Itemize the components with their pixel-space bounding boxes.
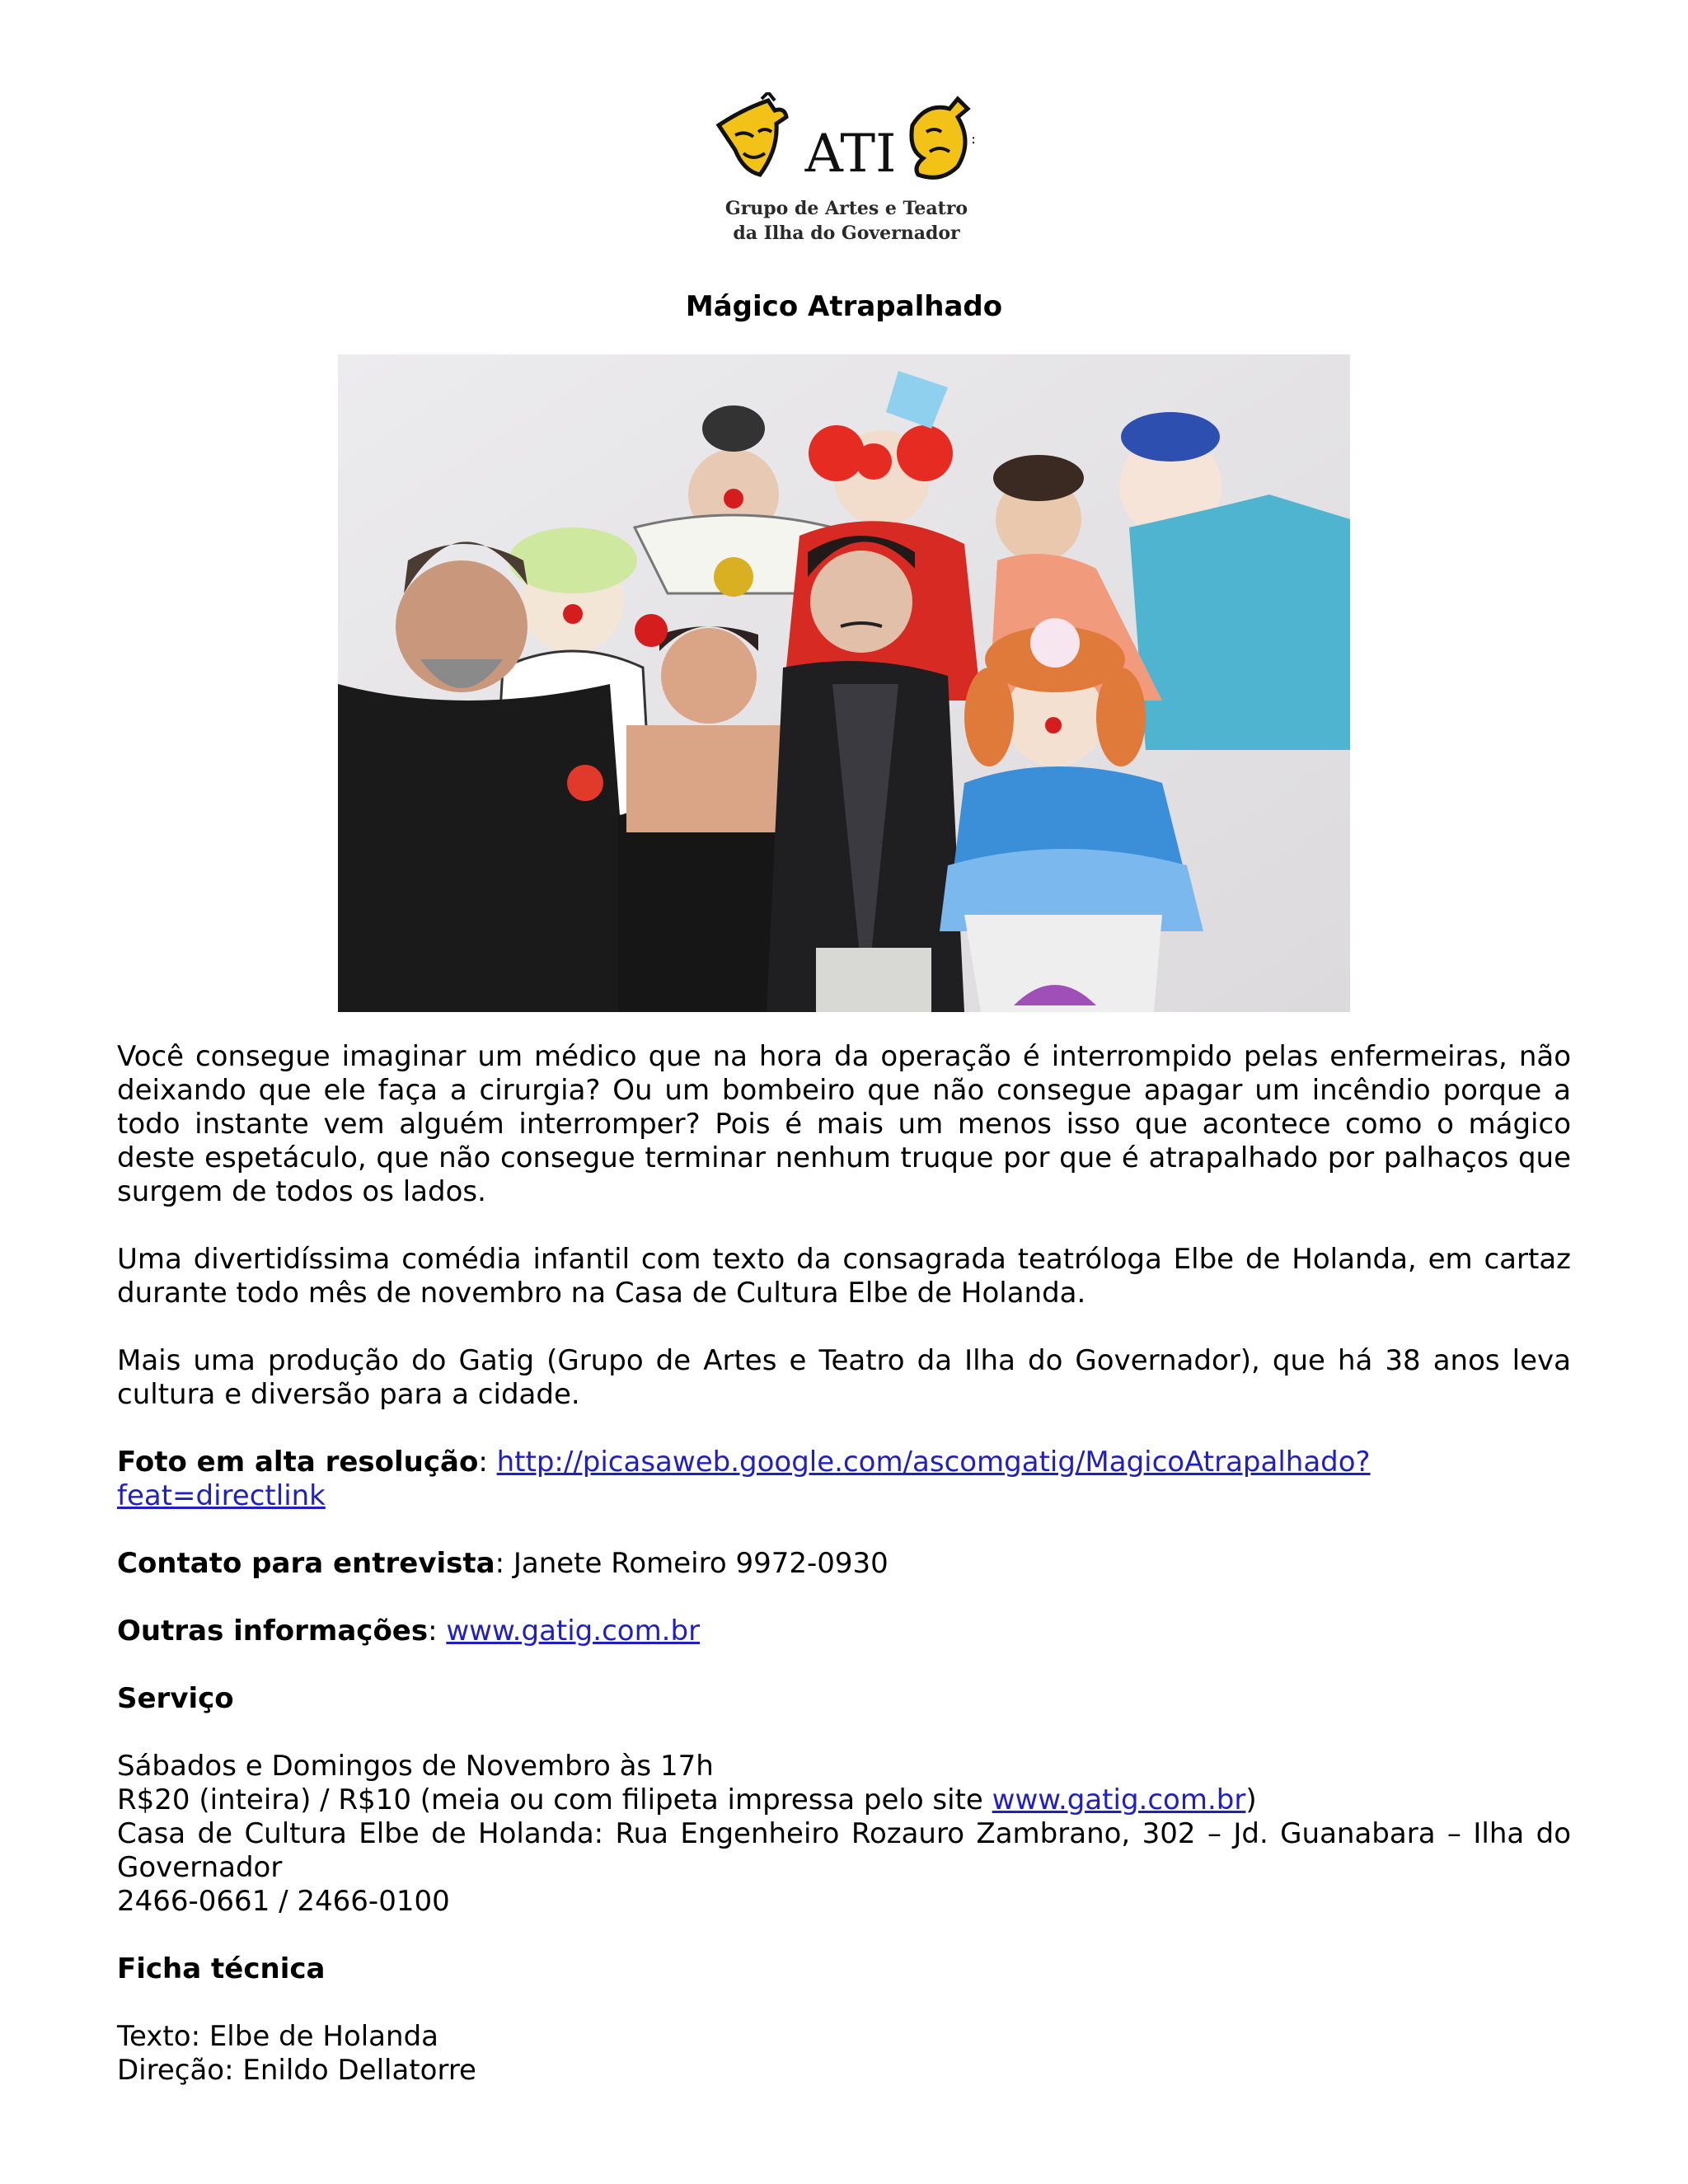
svg-text::: :	[971, 130, 977, 148]
service-schedule: Sábados e Domingos de Novembro às 17h	[117, 1750, 714, 1783]
document-body	[117, 1040, 1571, 2121]
service-address: Casa de Cultura Elbe de Holanda: Rua Engenheiro Rozauro Zambrano, 302 – Jd. Guanabara – Ilha do Governador	[117, 1817, 1571, 1884]
logo-subtitle-line2: da Ilha do Governador	[733, 223, 960, 244]
cast-photo	[338, 354, 1350, 1012]
service-heading: Serviço	[117, 1682, 234, 1715]
paragraph-gatig: Mais uma produção do Gatig (Grupo de Artes e Teatro da Ilha do Governador), que há 38 anos leva cultura e diversão para a cidade.	[117, 1344, 1571, 1411]
more-info-row	[117, 1615, 1571, 1648]
photo-hires-link[interactable]: http://picasaweb.google.com/ascomgatig/MagicoAtrapalhado?feat=directlink	[117, 1446, 1371, 1512]
contact-value: : Janete Romeiro 9972-0930	[495, 1547, 889, 1580]
more-info-link[interactable]: www.gatig.com.br	[446, 1615, 701, 1647]
photo-hires-label: Foto em alta resolução	[117, 1446, 479, 1479]
credits-heading: Ficha técnica	[117, 1952, 326, 1985]
contact-label: Contato para entrevista	[117, 1547, 495, 1580]
service-prices-text: R$20 (inteira) / R$10 (meia ou com filipeta impressa pelo site	[117, 1783, 992, 1816]
credits-text: Texto: Elbe de Holanda	[117, 2020, 438, 2053]
logo-wordmark: ATI	[804, 124, 897, 185]
photo-hires-separator: :	[478, 1446, 497, 1479]
service-phones: 2466-0661 / 2466-0100	[117, 1885, 450, 1918]
credits-heading-row	[117, 1952, 1571, 1986]
service-prices-close: )	[1245, 1783, 1257, 1816]
gatig-logo	[710, 92, 982, 249]
service-details	[117, 1750, 1571, 1919]
logo-subtitle-line1: Grupo de Artes e Teatro	[724, 198, 968, 219]
service-prices	[117, 1783, 1571, 1817]
credits-direction: Direção: Enildo Dellatorre	[117, 2054, 476, 2087]
paragraph-comedy: Uma divertidíssima comédia infantil com texto da consagrada teatróloga Elbe de Holanda, em cartaz durante todo mês de novembro na Casa de Cultura Elbe de Holanda.	[117, 1243, 1571, 1310]
more-info-separator: :	[428, 1615, 447, 1647]
service-prices-link[interactable]: www.gatig.com.br	[992, 1783, 1246, 1816]
paragraph-intro: Você consegue imaginar um médico que na hora da operação é interrompido pelas enfermeiras, não deixando que ele faça a cirurgia? Ou um bombeiro que não consegue apagar um incêndio porque a todo instante vem alguém interromper? Pois é mais um menos isso que acontece como o mágico deste espetáculo, que não consegue terminar nenhum truque por que é atrapalhado por palhaços que surgem de todos os lados.	[117, 1040, 1571, 1208]
more-info-label: Outras informações	[117, 1615, 429, 1647]
cast-photo-icon	[338, 354, 1350, 1012]
photo-hires-row	[117, 1446, 1571, 1513]
service-heading-row	[117, 1682, 1571, 1716]
document-title: Mágico Atrapalhado	[685, 290, 1003, 323]
contact-row	[117, 1547, 1571, 1581]
credits-details	[117, 2020, 1571, 2088]
